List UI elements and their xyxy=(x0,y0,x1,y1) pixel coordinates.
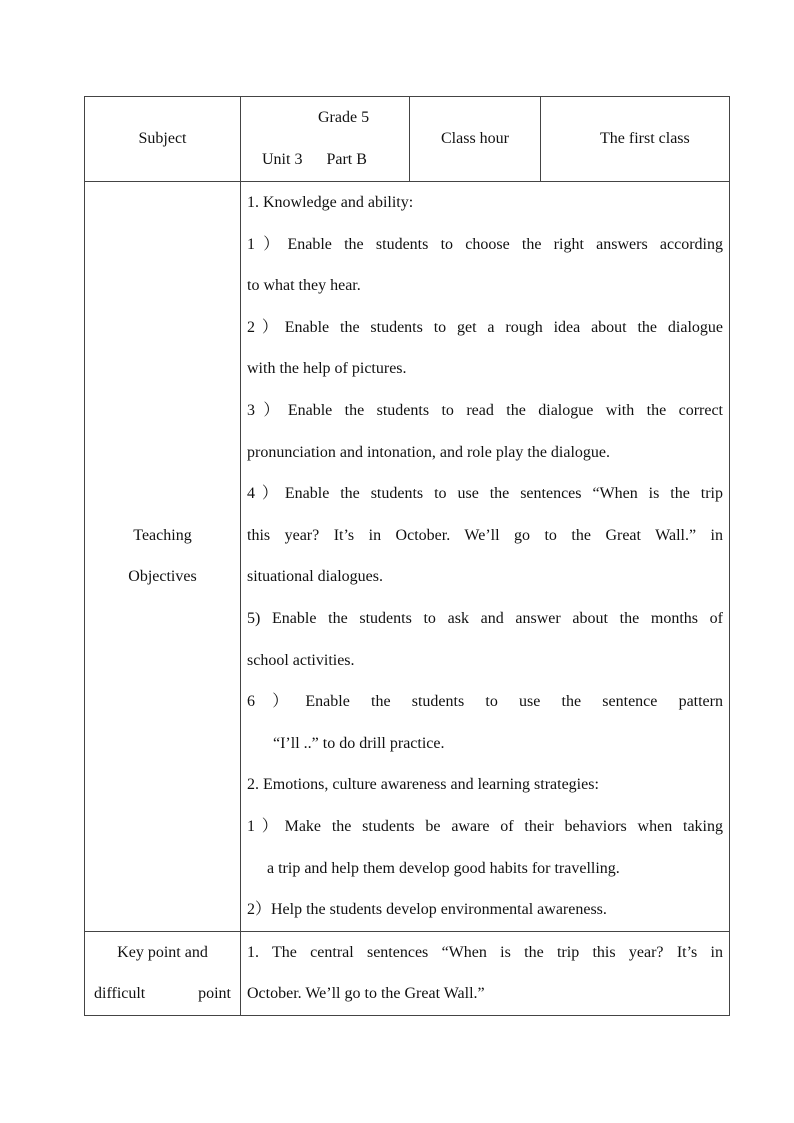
key-points-label-cell xyxy=(85,931,241,1015)
objective-line: with the help of pictures. xyxy=(247,360,407,378)
key-point-line: 1. The central sentences “When is the trip this year? It’s in xyxy=(247,943,723,961)
objective-line: 6）Enable the students to use the sentence pattern xyxy=(247,693,723,711)
objective-line: 3）Enable the students to read the dialogue with the correct xyxy=(247,401,723,419)
objective-line: 1. Knowledge and ability: xyxy=(247,194,414,211)
objective-line: 1）Make the students be aware of their behaviors when taking xyxy=(247,817,723,835)
key-point-line: October. We’ll go to the Great Wall.” xyxy=(247,985,485,1003)
class-hour-label: Class hour xyxy=(410,97,541,182)
objectives-label-cell xyxy=(85,182,241,932)
objectives-label-line1: Teaching xyxy=(133,526,192,544)
subject-label: Subject xyxy=(85,97,241,182)
objective-line: pronunciation and intonation, and role play the dialogue. xyxy=(247,443,611,461)
objectives-label-line2: Objectives xyxy=(128,568,197,586)
objectives-content xyxy=(241,182,730,932)
key-points-content xyxy=(241,931,730,1015)
grade-value: Grade 5 xyxy=(318,109,370,126)
class-hour-value: The first class xyxy=(541,97,730,182)
key-points-label-line2: difficult point xyxy=(94,985,231,1003)
unit-part-value: Unit 3 Part B xyxy=(262,151,367,168)
objective-line: a trip and help them develop good habits for travelling. xyxy=(267,859,620,877)
grade-unit-cell xyxy=(241,97,410,182)
objective-line: 2）Enable the students to get a rough idea about the dialogue xyxy=(247,318,723,336)
objective-line: to what they hear. xyxy=(247,277,361,295)
objective-line: school activities. xyxy=(247,651,355,669)
key-points-label-line1: Key point and xyxy=(117,943,208,961)
objective-line: 2）Help the students develop environmental awareness. xyxy=(247,901,607,919)
objectives-row xyxy=(85,182,730,932)
objective-line: 4）Enable the students to use the sentences “When is the trip xyxy=(247,485,723,503)
key-points-row xyxy=(85,931,730,1015)
lesson-plan-table xyxy=(84,96,730,1016)
objective-line: 5) Enable the students to ask and answer about the months of xyxy=(247,609,723,627)
objective-line: situational dialogues. xyxy=(247,568,383,586)
objective-line: 2. Emotions, culture awareness and learning strategies: xyxy=(247,776,599,794)
header-row xyxy=(85,97,730,182)
objective-line: “I’ll ..” to do drill practice. xyxy=(273,734,445,752)
objective-line: this year? It’s in October. We’ll go to the Great Wall.” in xyxy=(247,526,723,544)
objective-line: 1）Enable the students to choose the right answers according xyxy=(247,235,723,253)
